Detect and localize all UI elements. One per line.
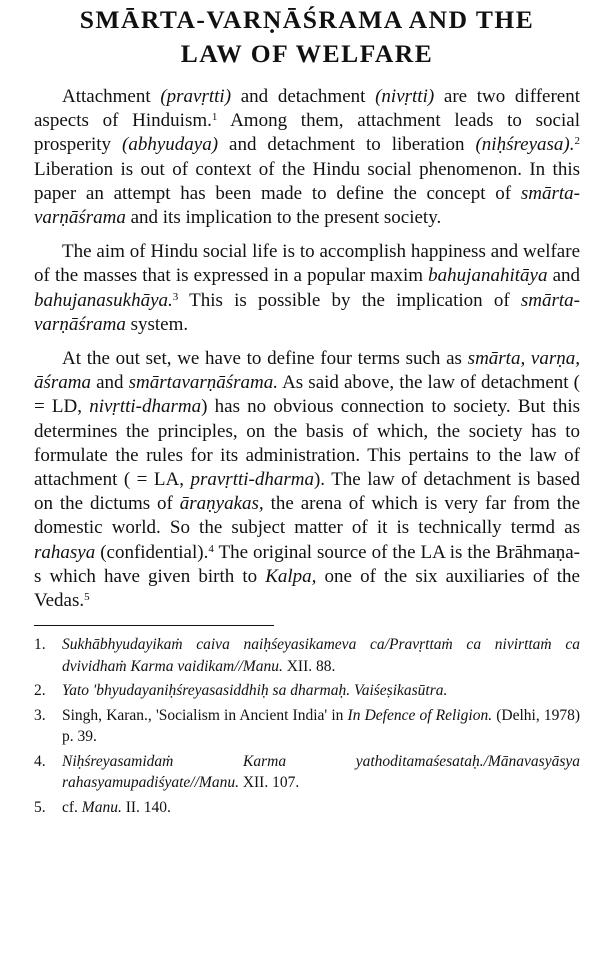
text-run: ). The law of detachment is based on the dictums of xyxy=(34,469,580,515)
italic-term: (abhyudaya) xyxy=(122,134,219,156)
italic-term: Niḥśreyasamidaṁ Karma yathoditamaśesataḥ./Mānavasyāsya rahasyamupadiśyate//Manu. xyxy=(62,752,580,792)
footnote-text xyxy=(62,751,580,794)
footnotes xyxy=(34,634,580,818)
italic-term: (nivṛtti) xyxy=(375,86,435,107)
italic-term: (niḥśreyasa). xyxy=(475,134,575,156)
footnote-text xyxy=(62,797,580,819)
footnote-text xyxy=(62,705,580,748)
footnote-text xyxy=(62,680,580,702)
italic-term: In Defence of Religion. xyxy=(347,706,493,724)
italic-term: smārta-varṇāśrama xyxy=(34,182,580,229)
text-run: XII. 88. xyxy=(282,657,336,675)
text-run: the arena of which is very far from the domestic world. So the subject matter of it is technically termd as xyxy=(34,493,580,539)
footnote xyxy=(34,751,580,794)
text-run: As said above, the law of detachment ( = LD, xyxy=(34,372,580,418)
paragraph xyxy=(34,240,580,337)
text-run: cf. xyxy=(62,798,82,816)
text-run: At the out set, we have to define four terms such as xyxy=(62,348,468,370)
italic-term: Manu. xyxy=(81,798,122,816)
body-text xyxy=(34,85,580,613)
text-run: XII. 107. xyxy=(238,774,300,792)
text-run: and detachment xyxy=(231,86,376,107)
footnote-ref: 2 xyxy=(574,135,580,148)
italic-term: smārtavarṇāśrama. xyxy=(128,372,279,394)
footnote-text xyxy=(62,634,580,677)
text-run: II. 140. xyxy=(121,798,171,816)
footnote-number: 4. xyxy=(34,752,46,770)
page-title xyxy=(34,3,580,71)
italic-term: bahujanasukhāya. xyxy=(34,289,173,311)
italic-term: smārta, varṇa, āśrama xyxy=(34,348,580,394)
text-run: are two different aspects of Hinduism. xyxy=(34,86,580,132)
italic-term: nivṛtti-dharma xyxy=(89,396,202,418)
paragraph xyxy=(34,85,580,230)
footnote-number: 3. xyxy=(34,706,46,724)
footnote xyxy=(34,634,580,677)
footnote xyxy=(34,797,580,819)
italic-term: Yato 'bhyudayaniḥśreyasasiddhiḥ sa dharmaḥ. Vaiśeṣikasūtra. xyxy=(62,682,448,700)
footnote-ref: 1 xyxy=(211,111,218,124)
footnote xyxy=(34,680,580,702)
italic-term: āraṇyakas, xyxy=(179,493,264,515)
text-run: and xyxy=(547,265,581,287)
text-run: The original source of the LA is the Brāhmaṇa-s which have given birth to xyxy=(34,541,580,587)
italic-term: Kalpa, xyxy=(265,565,317,587)
text-run: (Delhi, 1978) p. 39. xyxy=(62,706,580,746)
text-run: ) has no obvious connection to society. But this determines the principles, on the basis of which, the society has to formulate the rules for its administration. This pertains to the law of attachment ( = LA, xyxy=(34,396,580,491)
footnote xyxy=(34,705,580,748)
italic-term: pravṛtti-dharma xyxy=(190,469,314,491)
text-run: and its implication to the present society. xyxy=(125,207,442,229)
text-run: Singh, Karan., 'Socialism in Ancient India' in xyxy=(62,706,348,724)
italic-term: rahasya xyxy=(34,541,96,563)
text-run: system. xyxy=(125,313,189,335)
italic-term: smārta-varṇāśrama xyxy=(34,289,580,335)
footnote-divider xyxy=(34,625,274,626)
text-run: and xyxy=(91,372,129,394)
italic-term: Sukhābhyudayikaṁ caiva naiḥśeyasikameva ca/Pravṛttaṁ ca nivirttaṁ ca dvividhaṁ Karma vaidikam//Manu. xyxy=(62,636,580,675)
text-run: This is possible by the implication of xyxy=(178,289,521,311)
text-run: Attachment xyxy=(62,86,161,107)
text-run: (confidential). xyxy=(95,541,209,563)
title-line-1: SMĀRTA-VARṆĀŚRAMA AND THE xyxy=(79,5,535,34)
paragraph xyxy=(34,347,580,613)
footnote-number: 1. xyxy=(34,636,46,654)
footnote-number: 5. xyxy=(34,798,46,816)
italic-term: bahujanahitāya xyxy=(428,265,548,287)
text-run: Liberation is out of context of the Hindu social phenomenon. In this paper an attempt has been made to define the concept of xyxy=(34,158,580,204)
footnote-ref: 5 xyxy=(84,591,90,604)
text-run: The aim of Hindu social life is to accomplish happiness and welfare of the masses that is expressed in a popular maxim xyxy=(34,241,580,287)
footnote-number: 2. xyxy=(34,682,46,700)
text-run: one of the six auxiliaries of the Vedas. xyxy=(34,565,580,612)
text-run: and detachment to liberation xyxy=(218,134,476,156)
document-page xyxy=(34,0,580,821)
text-run: Among them, attachment leads to social prosperity xyxy=(34,110,580,156)
footnote-ref: 3 xyxy=(172,290,179,303)
footnote-ref: 4 xyxy=(208,542,214,555)
italic-term: (pravṛtti) xyxy=(160,86,232,107)
title-line-2: LAW OF WELFARE xyxy=(180,39,434,68)
